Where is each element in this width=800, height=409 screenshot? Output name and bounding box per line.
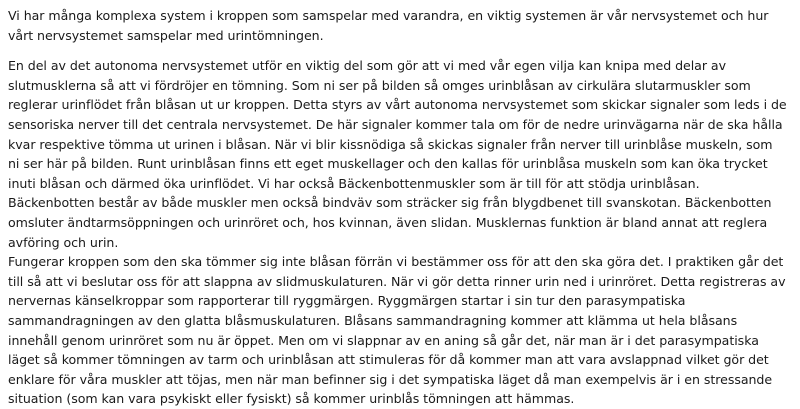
document-body <box>8 6 794 409</box>
paragraph-spacer <box>8 45 794 56</box>
paragraph-main: En del av det autonoma nervsystemet utför en viktig del som gör att vi med vår egen vilja kan knipa med delar av slutmusklerna så att vi fördröjer en tömning. Som ni ser på bilden så omges urinblåsan av cirkulära slutarmuskler som reglerar urinflödet från blåsan ut ur kroppen. Detta styrs av vårt autonoma nervsystemet som skickar signaler som leds i de sensoriska nerver till det centrala nervsystemet. De här signaler kommer tala om för de nedre urinvägarna när de ska hålla kvar respektive tömma ut urinen i blåsan. När vi blir kissnödiga så skickas signaler från nerver till urinblåse muskeln, som ni ser här på bilden. Runt urinblåsan finns ett eget muskellager och den kallas för urinblåsa muskeln som kan öka trycket inuti blåsan och därmed öka urinflödet. Vi har också Bäckenbottenmuskler som är till för att stödja urinblåsan. Bäckenbotten består av både muskler men också bindväv som sträcker sig från blygdbenet till svanskotan. Bäckenbotten omsluter ändtarmsöppningen och urinröret och, hos kvinnan, även slidan. Musklernas funktion är bland annat att reglera avföring och urin. Fungerar kroppen som den ska tömmer sig inte blåsan förrän vi bestämmer oss för att den ska göra det. I praktiken går det till så att vi beslutar oss för att slappna av slidmuskulaturen. När vi gör detta rinner urin ned i urinröret. Detta registreras av nervernas känselkroppar som rapporterar till ryggmärgen. Ryggmärgen startar i sin tur den parasympatiska sammandragningen av den glatta blåsmuskulaturen. Blåsans sammandragning kommer att klämma ut hela blåsans innehåll genom urinröret som nu är öppet. Men om vi slappnar av en aning så går det, när man är i det parasympatiska läget så kommer tömningen av tarm och urinblåsan att stimuleras för då kommer man att vara avslappnad vilket gör det enklare för våra muskler att töjas, men när man befinner sig i det sympatiska läget då man exempelvis är i en stressande situation (som kan vara psykiskt eller fysiskt) så kommer urinblås tömningen att hämmas. <box>8 58 787 407</box>
paragraph-intro: Vi har många komplexa system i kroppen som samspelar med varandra, en viktig systemen är vår nervsystemet och hur vårt nervsystemet samspelar med urintömningen. <box>8 8 769 43</box>
